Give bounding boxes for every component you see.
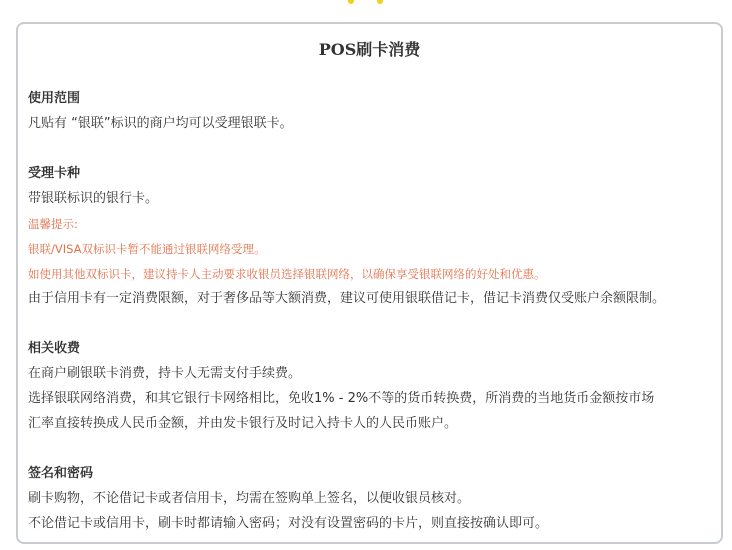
section-text: 不论借记卡或信用卡，刷卡时都请输入密码；对没有设置密码的卡片，则直接按确认即可。 (28, 516, 549, 531)
warm-tip-label: 温馨提示: (28, 217, 78, 231)
decoration-mark (377, 0, 383, 4)
section-text: 刷卡购物，不论借记卡或者信用卡，均需在签购单上签名，以便收银员核对。 (28, 491, 471, 506)
section-text: 由于信用卡有一定消费限额，对于奢侈品等大额消费，建议可使用银联借记卡，借记卡消费仅受账户余额限制。 (28, 291, 666, 306)
section-heading-usage-scope: 使用范围 (28, 91, 81, 106)
section-text: 带银联标识的银行卡。 (28, 191, 159, 206)
section-text: 凡贴有 “银联”标识的商户均可以受理银联卡。 (28, 116, 293, 131)
section-heading-fees: 相关收费 (28, 341, 81, 356)
warm-tip-text: 银联/VISA双标识卡暂不能通过银联网络受理。 (28, 242, 266, 256)
info-card (16, 22, 723, 544)
section-text: 在商户刷银联卡消费，持卡人无需支付手续费。 (28, 366, 302, 381)
section-text: 汇率直接转换成人民币金额，并由发卡银行及时记入持卡人的人民币账户。 (28, 416, 458, 431)
warm-tip-text: 如使用其他双标识卡，建议持卡人主动要求收银员选择银联网络，以确保享受银联网络的好处和优惠。 (28, 267, 546, 281)
decoration-mark (348, 0, 354, 4)
page-title: POS刷卡消费 (318, 40, 421, 59)
top-decoration (0, 0, 732, 8)
section-heading-signature-password: 签名和密码 (28, 466, 94, 481)
section-text: 选择银联网络消费，和其它银行卡网络相比，免收1% - 2%不等的货币转换费，所消费的当地货币金额按市场 (28, 391, 655, 406)
section-heading-card-types: 受理卡种 (28, 166, 81, 181)
